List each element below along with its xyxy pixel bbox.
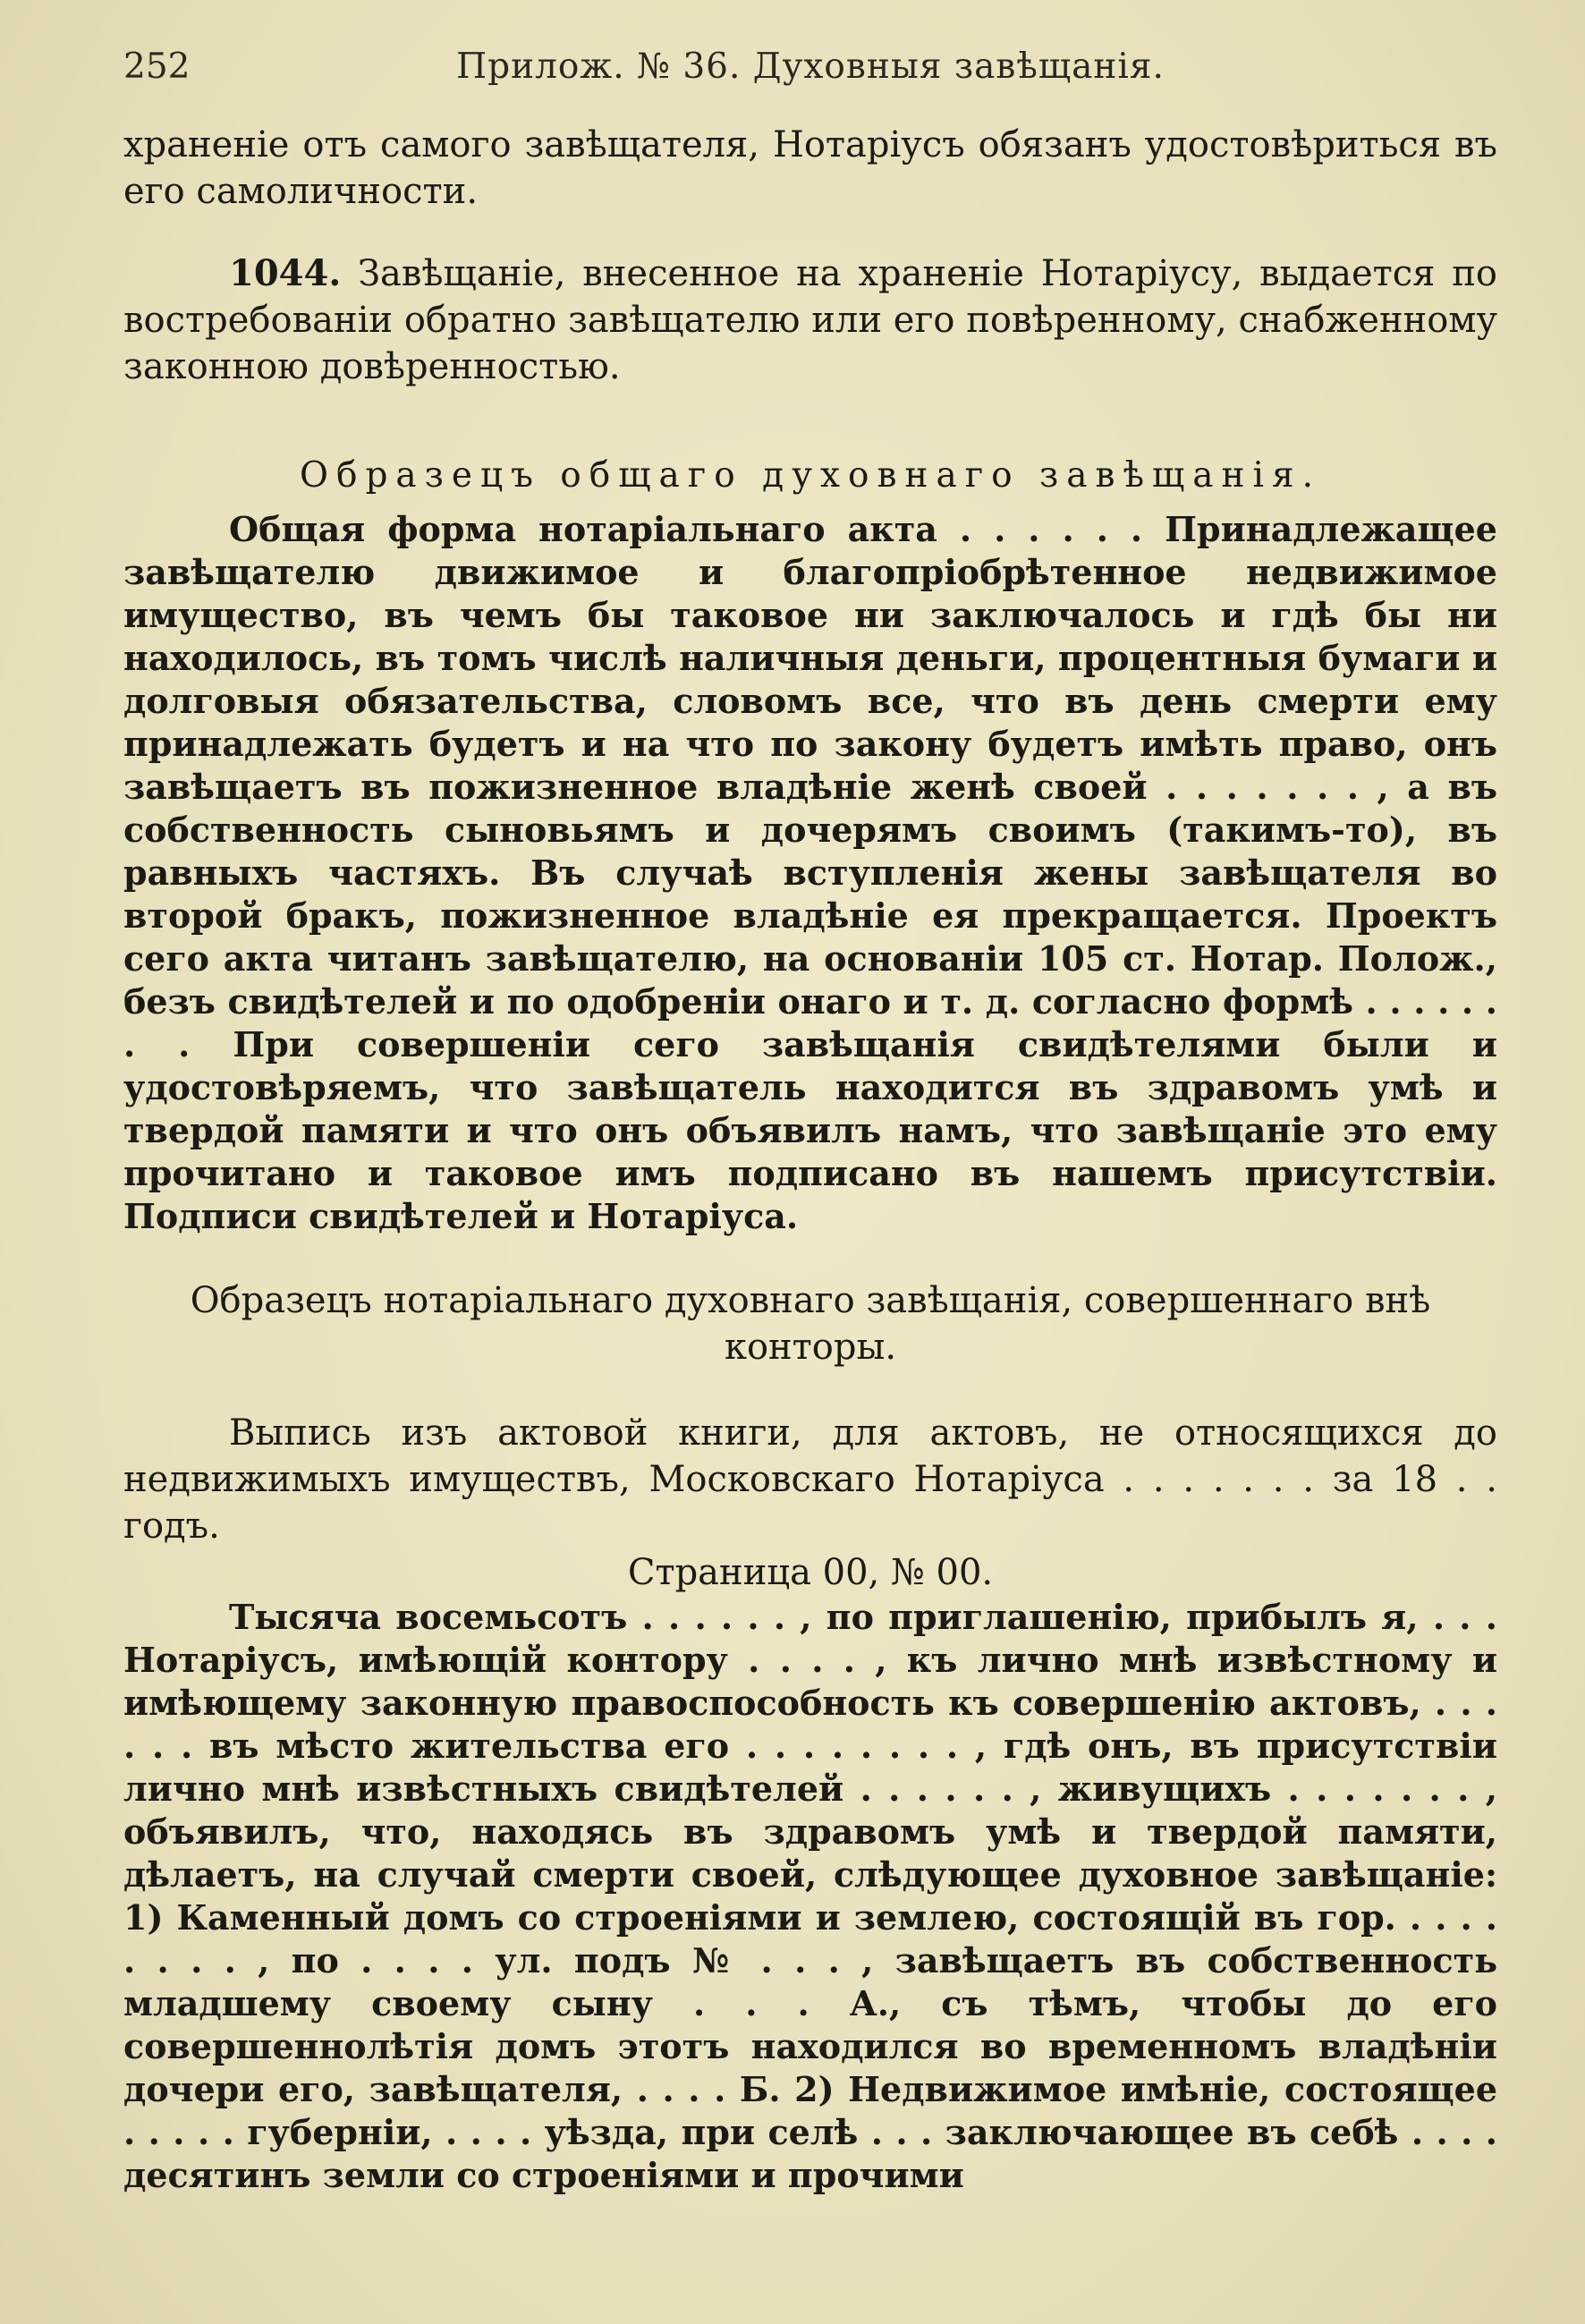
- extract-intro: Выпись изъ актовой книги, для актовъ, не относящихся до недвижимыхъ имуществъ, Московскаго Нотаріуса . . . . . . . за 18 . . годъ.: [123, 1412, 1497, 1547]
- continuation-paragraph: храненіе отъ самого завѣщателя, Нотаріусъ обязанъ удостовѣриться въ его самоличности.: [123, 124, 1497, 212]
- section-title-notarial-will: Образецъ нотаріальнаго духовнаго завѣщанія, совершеннаго внѣ конторы.: [190, 1280, 1431, 1368]
- running-title: Прилож. № 36. Духовныя завѣщанія.: [456, 47, 1165, 87]
- article-1044: [123, 250, 1497, 390]
- general-will-text: Общая форма нотаріальнаго акта . . . . . . Принадлежащее завѣщателю движимое и благопріобрѣтенное недвижимое имущество, въ чемъ бы таковое ни заключалось и гдѣ бы ни находилось, въ томъ числѣ наличныя деньги, процентныя бумаги и долговыя обязательства, словомъ все, что въ день смерти ему принадлежать будетъ и на что по закону будетъ имѣть право, онъ завѣщаетъ въ пожизненное владѣніе женѣ своей . . . . . . . , а въ собственность сыновьямъ и дочерямъ своимъ (такимъ-то), въ равныхъ частяхъ. Въ случаѣ вступленія жены завѣщателя во второй бракъ, пожизненное владѣніе ея прекращается. Проектъ сего акта читанъ завѣщателю, на основаніи 105 ст. Нотар. Полож., безъ свидѣтелей и по одобреніи онаго и т. д. согласно формѣ . . . . . . . . При совершеніи сего завѣщанія свидѣтелями были и удостовѣряемъ, что завѣщатель находится въ здравомъ умѣ и твердой памяти и что онъ объявилъ намъ, что завѣщаніе это ему прочитано и таковое имъ подписано въ нашемъ присутствіи. Подписи свидѣтелей и Нотаріуса.: [123, 509, 1497, 1236]
- running-head: [123, 47, 1497, 100]
- page-reference: Страница 00, № 00.: [627, 1552, 994, 1593]
- article-number: 1044.: [229, 252, 342, 294]
- page-number: 252: [123, 47, 191, 87]
- article-text: Завѣщаніе, внесенное на храненіе Нотаріусу, выдается по востребованіи обратно завѣщателю или его повѣренному, снабженному законною довѣренностью.: [123, 253, 1498, 387]
- book-page: [123, 47, 1497, 2197]
- section-title-general-will: Образецъ общаго духовнаго завѣщанія.: [299, 455, 1321, 496]
- notarial-will-text: Тысяча восемьсотъ . . . . . . , по приглашенію, прибылъ я, . . . Нотаріусъ, имѣющій контору . . . . , къ лично мнѣ извѣстному и имѣющему законную правоспособность къ совершенію актовъ, . . . . . . въ мѣсто жительства его . . . . . . . . , гдѣ онъ, въ присутствіи лично мнѣ извѣстныхъ свидѣтелей . . . . . . , живущихъ . . . . . . . , объявилъ, что, находясь въ здравомъ умѣ и твердой памяти, дѣлаетъ, на случай смерти своей, слѣдующее духовное завѣщаніе: 1) Каменный домъ со строеніями и землею, состоящій въ гор. . . . . . . . . , по . . . . ул. подъ № . . . , завѣщаетъ въ собственность младшему своему сыну . . . А., съ тѣмъ, чтобы до его совершеннолѣтія домъ этотъ находился во временномъ владѣніи дочери его, завѣщателя, . . . . Б. 2) Недвижимое имѣніе, состоящее . . . . . губерніи, . . . . уѣзда, при селѣ . . . заключающее въ себѣ . . . . десятинъ земли со строеніями и прочими: [123, 1597, 1497, 2195]
